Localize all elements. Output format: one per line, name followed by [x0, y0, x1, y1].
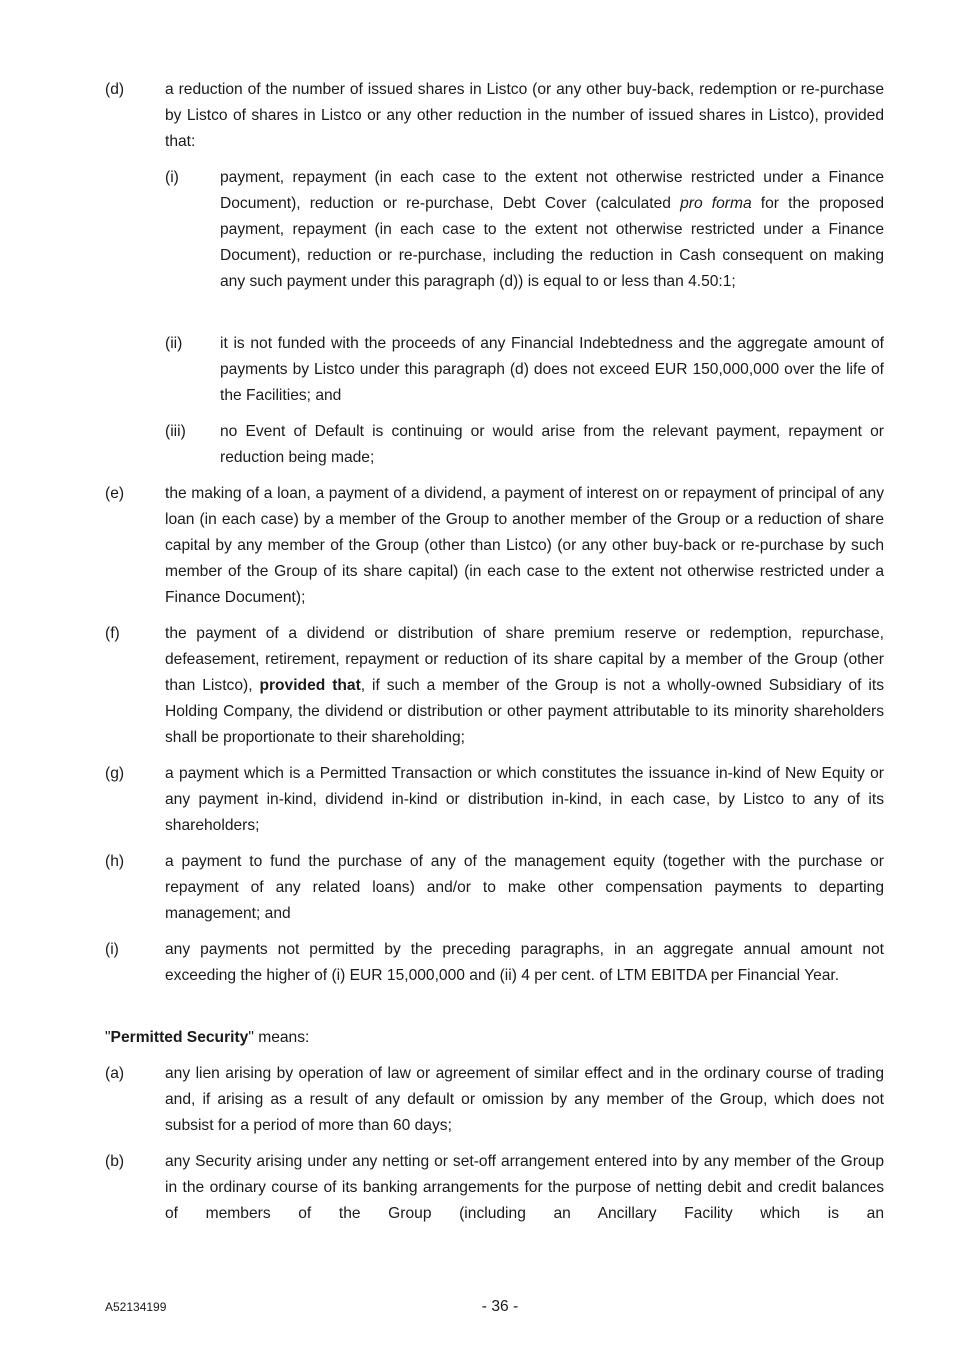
paragraph-label: (b): [105, 1153, 125, 1170]
paragraph-label: (f): [105, 625, 120, 642]
paragraph-label: (h): [105, 853, 125, 870]
paragraph-label: (g): [105, 765, 125, 782]
paragraph-label: (d): [105, 81, 125, 98]
page-number: - 36 -: [481, 1298, 519, 1315]
paragraph-text: any payments not permitted by the preceding paragraphs, in an aggregate annual amount not exceeding the higher of (i) EUR 15,000,000 and (ii) 4 per cent. of LTM EBITDA per Financial Year.: [165, 941, 884, 984]
subparagraph-text: payment, repayment (in each case to the extent not otherwise restricted under a Finance Document), reduction or re-purchase, Debt Cover (calculated pro forma for the proposed payment, repayment (in each case to the extent not otherwise restricted under a Finance Document), reduction or re-purchase, including the reduction in Cash consequent on making any such payment under this paragraph (d)) is equal to or less than 4.50:1;: [220, 169, 884, 290]
paragraph-label: (i): [105, 941, 119, 958]
subparagraph-text: no Event of Default is continuing or would arise from the relevant payment, repayment or reduction being made;: [220, 423, 884, 466]
paragraph-text: any Security arising under any netting or set-off arrangement entered into by any member of the Group in the ordinary course of its banking arrangements for the purpose of netting debit and credit balances of members of the Group (including an Ancillary Facility which is an: [165, 1153, 884, 1222]
paragraph-label: (e): [105, 485, 125, 502]
paragraph-text: the making of a loan, a payment of a dividend, a payment of interest on or repayment of principal of any loan (in each case) by a member of the Group to another member of the Group or a reduction of share capital by any member of the Group (other than Listco) (or any other buy-back or re-purchase by such member of the Group of its share capital) (in each case to the extent not otherwise restricted under a Finance Document);: [165, 485, 884, 606]
paragraph-text: any lien arising by operation of law or agreement of similar effect and in the ordinary course of trading and, if arising as a result of any default or omission by any member of the Group, which does not subsist for a period of more than 60 days;: [165, 1065, 884, 1134]
defined-term: Permitted Security: [110, 1029, 249, 1046]
paragraph-text: a payment which is a Permitted Transaction or which constitutes the issuance in-kind of New Equity or any payment in-kind, dividend in-kind or distribution in-kind, in each case, by Listco to any of its shareholders;: [165, 765, 884, 834]
paragraph-text: a reduction of the number of issued shares in Listco (or any other buy-back, redemption or re-purchase by Listco of shares in Listco or any other reduction in the number of issued shares in Listco), provided that:: [165, 81, 884, 150]
subparagraph-text: it is not funded with the proceeds of any Financial Indebtedness and the aggregate amount of payments by Listco under this paragraph (d) does not exceed EUR 150,000,000 over the life of the Facilities; and: [220, 335, 884, 404]
paragraph-text: a payment to fund the purchase of any of the management equity (together with the purchase or repayment of any related loans) and/or to make other compensation payments to departing management; and: [165, 853, 884, 922]
paragraph-label: (a): [105, 1065, 125, 1082]
provided-that-bold: provided that: [259, 677, 361, 694]
paragraph-text: the payment of a dividend or distribution of share premium reserve or redemption, repurchase, defeasement, retirement, repayment or reduction of its share capital by a member of the Group (other than Listco), provided that, if such a member of the Group is not a wholly-owned Subsidiary of its Holding Company, the dividend or distribution or other payment attributable to its minority shareholders shall be proportionate to their shareholding;: [165, 625, 884, 746]
subparagraph-label: (iii): [165, 423, 186, 440]
subparagraph-label: (i): [165, 169, 179, 186]
definition-heading: "Permitted Security" means:: [105, 1029, 310, 1046]
subparagraph-label: (ii): [165, 335, 183, 352]
document-reference: A52134199: [105, 1300, 167, 1314]
pro-forma-italic: pro forma: [680, 195, 752, 212]
